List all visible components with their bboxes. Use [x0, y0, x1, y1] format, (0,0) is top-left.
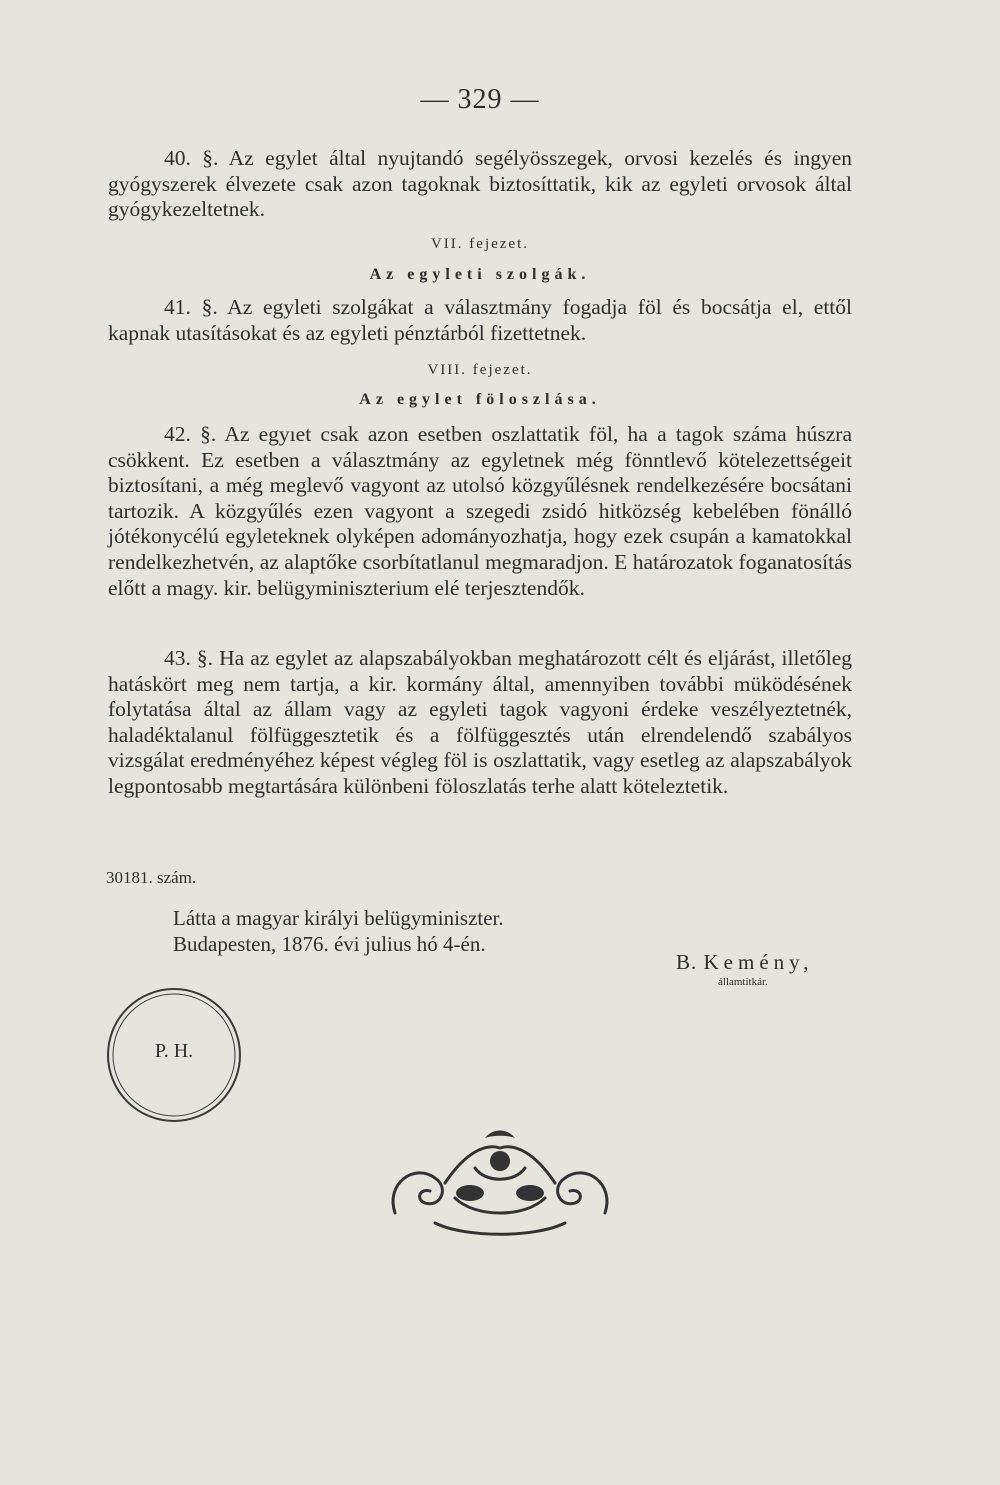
seal-text: P. H. — [154, 1040, 194, 1062]
chapter-heading-viii: VIII. fejezet. — [427, 362, 533, 378]
signature-prefix: B. — [676, 950, 704, 974]
signature-title: államtitkár. — [718, 976, 768, 988]
signature-name: Kemény, — [703, 950, 814, 974]
ornament-icon — [375, 1123, 625, 1243]
approval-line-1: Látta a magyar királyi belügyminiszter. — [173, 906, 504, 930]
document-number: 30181. szám. — [106, 868, 197, 887]
paragraph-40: 40. §. Az egylet által nyujtandó segélyösszegek, orvosi kezelés és ingyen gyógyszerek élvezete csak azon tagoknak biztosíttatik, kik az egyleti orvosok által gyógykezeltetnek. — [108, 146, 852, 222]
paragraph-43: 43. §. Ha az egylet az alapszabályokban meghatározott célt és eljárást, illetőleg hatáskört meg nem tartja, a kir. kormány által, amennyiben további müködésének folytatása által az állam vagy az egyleti tagok vagyoni érdeke veszélyeztetnék, haladéktalanul fölfüggesztetik és a fölfüggesztés után elrendelendő szabályos vizsgálat eredményéhez képest végleg föl is oszlattatik, vagy esetleg az alapszabályok legpontosabb megtartására különbeni föloszlatás terhe alatt köteleztetik. — [108, 646, 852, 798]
section-title-foloszlasa: Az egylet föloszlása. — [359, 391, 601, 408]
section-title-szolgak: Az egyleti szolgák. — [369, 266, 591, 283]
paragraph-41: 41. §. Az egyleti szolgákat a választmány fogadja föl és bocsátja el, ettől kapnak utasításokat és az egyleti pénztárból fizettetnek. — [108, 295, 852, 345]
chapter-heading-vii: VII. fejezet. — [430, 236, 530, 252]
signature — [676, 950, 814, 975]
page-number: — 329 — — [420, 84, 540, 115]
approval-line-2: Budapesten, 1876. évi julius hó 4-én. — [173, 932, 486, 956]
paragraph-42: 42. §. Az egyıet csak azon esetben oszlattatik föl, ha a tagok száma húszra csökkent. Ez esetben a választmány az egyletnek még fönntlevő kötelezettségeit biztosítani, a még meglevő vagyont az utolsó közgyűlésnek rendelkezésére bocsátani tartozik. A közgyűlés ezen vagyont a szegedi zsidó hitközség kebelében fönálló jótékonycélú egyleteknek olyképen adományozhatja, hogy ezek csupán a kamatokkal rendelkezhetvén, az alaptőke csorbítatlanul megmaradjon. E határozatok foganatosítás előtt a magy. kir. belügyminiszterium elé terjesztendők. — [108, 422, 852, 600]
